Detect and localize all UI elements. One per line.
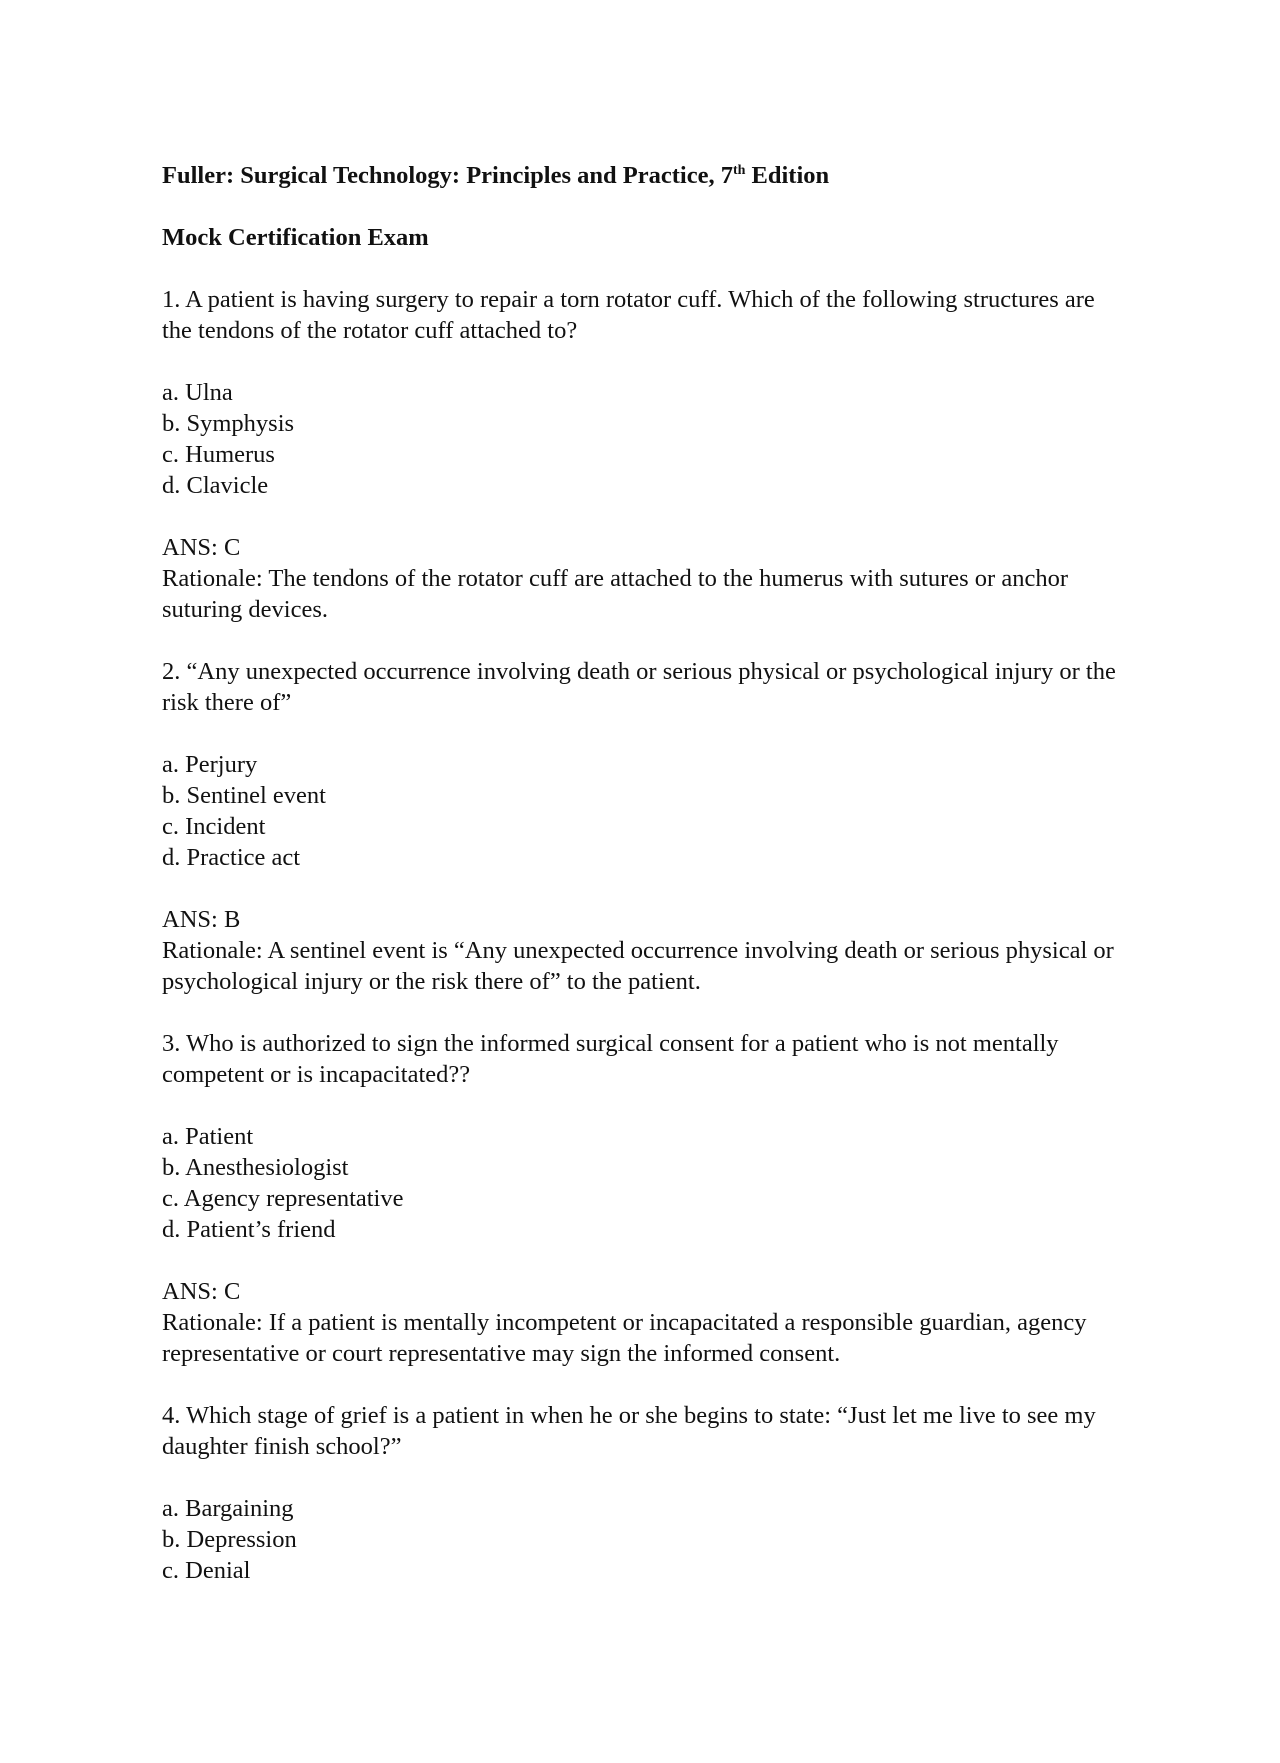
answer-block — [162, 904, 1122, 997]
option-item: b. Symphysis — [162, 410, 295, 437]
rationale-text: Rationale: The tendons of the rotator cuff are attached to the humerus with sutures or anchor suturing devices. — [162, 565, 1068, 623]
answer-key: ANS: C — [162, 534, 241, 561]
answer-block — [162, 1276, 1122, 1369]
answer-block — [162, 532, 1122, 625]
option-item: d. Patient’s friend — [162, 1216, 336, 1243]
option-item: b. Sentinel event — [162, 782, 326, 809]
option-list — [162, 1121, 1122, 1245]
question-stem: 4. Which stage of grief is a patient in when he or she begins to state: “Just let me live to see my daughter finish school?” — [162, 1402, 1096, 1460]
question-stem: 2. “Any unexpected occurrence involving death or serious physical or psychological injury or the risk there of” — [162, 658, 1116, 716]
answer-key: ANS: B — [162, 906, 241, 933]
option-item: a. Ulna — [162, 379, 233, 406]
option-item: c. Incident — [162, 813, 266, 840]
document-subtitle: Mock Certification Exam — [162, 224, 429, 251]
option-item: c. Humerus — [162, 441, 275, 468]
option-list — [162, 749, 1122, 873]
document-page — [162, 160, 1122, 1617]
question-stem: 1. A patient is having surgery to repair a torn rotator cuff. Which of the following structures are the tendons of the rotator cuff attached to? — [162, 286, 1095, 344]
option-item: d. Practice act — [162, 844, 301, 871]
option-item: b. Anesthesiologist — [162, 1154, 349, 1181]
option-list — [162, 1493, 1122, 1586]
option-item: a. Perjury — [162, 751, 258, 778]
title-prefix: Fuller: Surgical Technology: Principles and Practice, 7 — [162, 162, 733, 189]
rationale-text: Rationale: A sentinel event is “Any unexpected occurrence involving death or serious physical or psychological injury or the risk there of” to the patient. — [162, 937, 1114, 995]
option-list — [162, 377, 1122, 501]
rationale-text: Rationale: If a patient is mentally incompetent or incapacitated a responsible guardian, agency representative or court representative may sign the informed consent. — [162, 1309, 1087, 1367]
title-superscript: th — [732, 163, 746, 178]
option-item: d. Clavicle — [162, 472, 269, 499]
answer-key: ANS: C — [162, 1278, 241, 1305]
option-item: b. Depression — [162, 1526, 297, 1553]
option-item: c. Denial — [162, 1557, 251, 1584]
question-stem: 3. Who is authorized to sign the informed surgical consent for a patient who is not mentally competent or is incapacitated?? — [162, 1030, 1059, 1088]
document-title — [162, 160, 1122, 191]
option-item: c. Agency representative — [162, 1185, 404, 1212]
option-item: a. Bargaining — [162, 1495, 294, 1522]
option-item: a. Patient — [162, 1123, 254, 1150]
title-suffix: Edition — [745, 162, 830, 189]
